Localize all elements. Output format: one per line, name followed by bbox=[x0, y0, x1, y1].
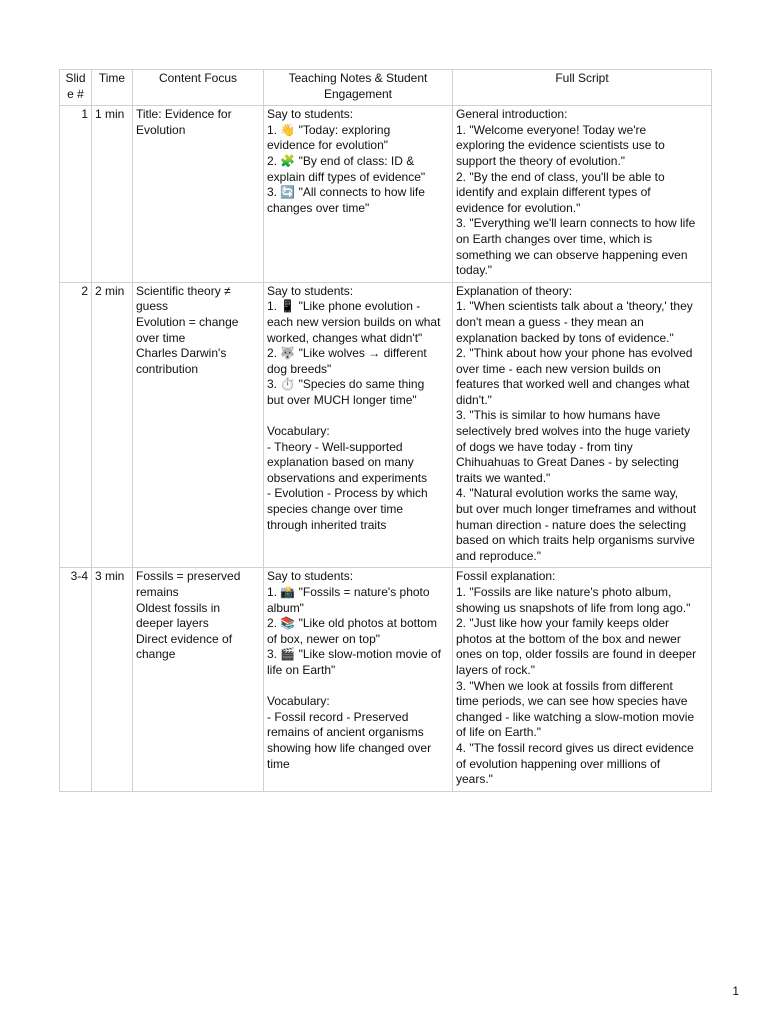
table-header-row bbox=[60, 70, 712, 106]
table-row bbox=[60, 568, 712, 791]
content-focus-cell: Title: Evidence for Evolution bbox=[133, 106, 264, 283]
time-cell: 2 min bbox=[92, 282, 133, 568]
teaching-notes-cell: Say to students: 1. 📱 "Like phone evolution - each new version builds on what worked, changes what didn't" 2. 🐺 "Like wolves → different dog breeds" 3. ⏱️ "Species do same thing but over MUCH longer time" Vocabulary: - Theory - Well-supported explanation based on many observations and experiments - Evolution - Process by which species change over time through inherited traits bbox=[264, 282, 453, 568]
header-teaching-notes: Teaching Notes & Student Engagement bbox=[264, 70, 453, 106]
content-focus-cell: Fossils = preserved remains Oldest fossils in deeper layers Direct evidence of change bbox=[133, 568, 264, 791]
teaching-notes-cell: Say to students: 1. 👋 "Today: exploring evidence for evolution" 2. 🧩 "By end of class: ID & explain diff types of evidence" 3. 🔄 "All connects to how life changes over time" bbox=[264, 106, 453, 283]
header-time: Time bbox=[92, 70, 133, 106]
time-cell: 3 min bbox=[92, 568, 133, 791]
content-focus-cell: Scientific theory ≠ guess Evolution = change over time Charles Darwin's contribution bbox=[133, 282, 264, 568]
table-row bbox=[60, 106, 712, 283]
full-script-cell: General introduction: 1. "Welcome everyone! Today we're exploring the evidence scientists use to support the theory of evolution." 2. "By the end of class, you'll be able to identify and explain different types of evidence for evolution." 3. "Everything we'll learn connects to how life on Earth changes over time, which is something we can observe happening even today." bbox=[453, 106, 712, 283]
slide-number-cell: 2 bbox=[60, 282, 92, 568]
header-full-script: Full Script bbox=[453, 70, 712, 106]
page-number: 1 bbox=[732, 984, 739, 998]
time-cell: 1 min bbox=[92, 106, 133, 283]
slide-number-cell: 3-4 bbox=[60, 568, 92, 791]
header-slide-number: Slid e # bbox=[60, 70, 92, 106]
slide-number-cell: 1 bbox=[60, 106, 92, 283]
full-script-cell: Fossil explanation: 1. "Fossils are like nature's photo album, showing us snapshots of life from long ago." 2. "Just like how your family keeps older photos at the bottom of the box and newer ones on top, older fossils are found in deeper layers of rock." 3. "When we look at fossils from different time periods, we can see how species have changed - like watching a slow-motion movie of life on Earth." 4. "The fossil record gives us direct evidence of evolution happening over millions of years." bbox=[453, 568, 712, 791]
full-script-cell: Explanation of theory: 1. "When scientists talk about a 'theory,' they don't mean a guess - they mean an explanation backed by tons of evidence." 2. "Think about how your phone has evolved over time - each new version builds on features that worked well and changes what didn't." 3. "This is similar to how humans have selectively bred wolves into the huge variety of dogs we have today - from tiny Chihuahuas to Great Danes - by selecting traits we wanted." 4. "Natural evolution works the same way, but over much longer timeframes and without human direction - nature does the selecting based on which traits help organisms survive and reproduce." bbox=[453, 282, 712, 568]
header-content-focus: Content Focus bbox=[133, 70, 264, 106]
table-row bbox=[60, 282, 712, 568]
teaching-notes-cell: Say to students: 1. 📸 "Fossils = nature's photo album" 2. 📚 "Like old photos at bottom of box, newer on top" 3. 🎬 "Like slow-motion movie of life on Earth" Vocabulary: - Fossil record - Preserved remains of ancient organisms showing how life changed over time bbox=[264, 568, 453, 791]
lesson-plan-table bbox=[59, 69, 712, 792]
